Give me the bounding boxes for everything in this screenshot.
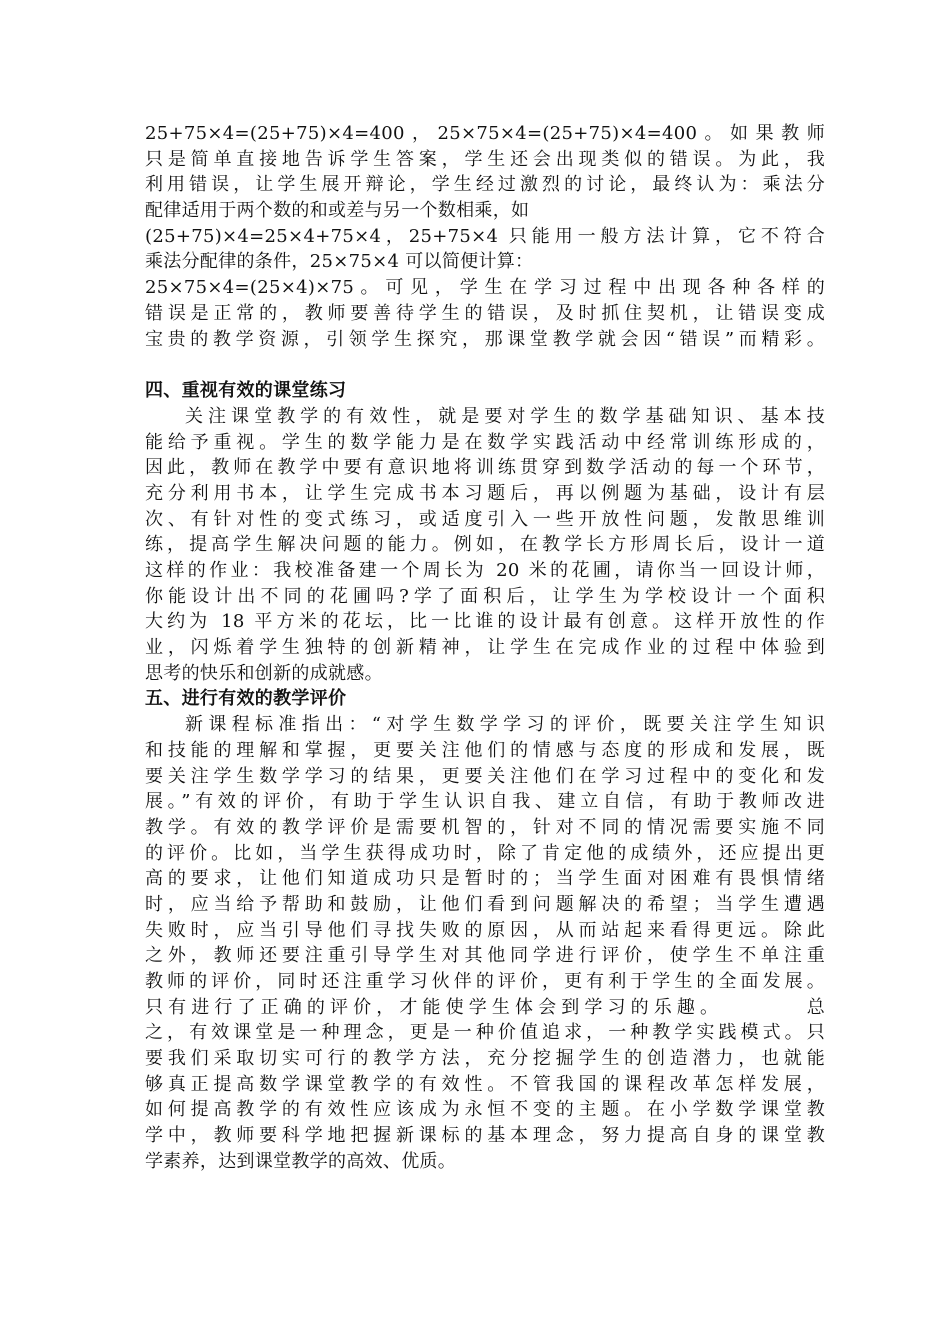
paragraph-gap bbox=[145, 352, 825, 378]
text-line: 次、有针对性的变式练习，或适度引入一些开放性问题，发散思维训 bbox=[145, 508, 825, 530]
text-line: 25+75×4=(25+75)×4=400，25×75×4=(25+75)×4=400。如果教师 bbox=[145, 123, 825, 144]
section4-paragraph bbox=[145, 404, 825, 687]
text-line: 乘法分配律的条件，25×75×4 可以简便计算： bbox=[145, 251, 534, 273]
text-line: 业，闪烁着学生独特的创新精神，让学生在完成作业的过程中体验到 bbox=[145, 637, 825, 659]
text-line: 你能设计出不同的花圃吗?学了面积后，让学生为学校设计一个面积 bbox=[145, 585, 825, 607]
text-line: 和技能的理解和掌握，更要关注他们的情感与态度的形成和发展，既 bbox=[145, 739, 825, 761]
text-line: 宝贵的教学资源，引领学生探究，那课堂教学就会因“错误”而精彩。 bbox=[145, 328, 825, 350]
text-line: 关注课堂教学的有效性，就是要对学生的数学基础知识、基本技 bbox=[185, 405, 825, 427]
text-line: 新课程标准指出：“对学生数学学习的评价，既要关注学生知识 bbox=[185, 714, 825, 736]
text-line: 失败时，应当引导他们寻找失败的原因，从而站起来看得更远。除此 bbox=[145, 919, 825, 941]
text-line: 够真正提高数学课堂教学的有效性。不管我国的课程改革怎样发展， bbox=[145, 1073, 825, 1095]
text-line: 学素养，达到课堂教学的高效、优质。 bbox=[145, 1150, 457, 1172]
section5-paragraph bbox=[145, 712, 825, 1174]
text-line: 之外，教师还要注重引导学生对其他同学进行评价，使学生不单注重 bbox=[145, 945, 825, 967]
text-line: 教学。有效的教学评价是需要机智的，针对不同的情况需要实施不同 bbox=[145, 816, 825, 838]
section5-heading: 五、进行有效的教学评价 bbox=[145, 688, 347, 710]
text-line: 时，应当给予帮助和鼓励，让他们看到问题解决的希望；当学生遭遇 bbox=[145, 893, 825, 915]
section4-heading: 四、重视有效的课堂练习 bbox=[145, 380, 347, 402]
text-line: 只是简单直接地告诉学生答案，学生还会出现类似的错误。为此，我 bbox=[145, 148, 825, 170]
text-line: 大约为 18 平方米的花坛，比一比谁的设计最有创意。这样开放性的作 bbox=[145, 611, 825, 633]
text-line: 充分利用书本，让学生完成书本习题后，再以例题为基础，设计有层 bbox=[145, 482, 825, 504]
text-line: 能给予重视。学生的数学能力是在数学实践活动中经常训练形成的， bbox=[145, 431, 825, 453]
text-line: 之，有效课堂是一种理念，更是一种价值追求，一种教学实践模式。只 bbox=[145, 1022, 825, 1044]
text-line: 学中，教师要科学地把握新课标的基本理念，努力提高自身的课堂教 bbox=[145, 1125, 825, 1147]
text-line: 思考的快乐和创新的成就感。 bbox=[145, 662, 383, 684]
section3-tail-paragraph bbox=[145, 121, 825, 352]
text-line: 要关注学生数学学习的结果，更要关注他们在学习过程中的变化和发 bbox=[145, 765, 825, 787]
text-line: 错误是正常的，教师要善待学生的错误，及时抓住契机，让错误变成 bbox=[145, 302, 825, 324]
text-line: 展。”有效的评价，有助于学生认识自我、建立自信，有助于教师改进 bbox=[145, 791, 825, 813]
text-line: (25+75)×4=25×4+75×4，25+75×4 只能用一般方法计算，它不符合 bbox=[145, 225, 825, 247]
text-line: 教师的评价，同时还注重学习伙伴的评价，更有利于学生的全面发展。 bbox=[145, 971, 825, 992]
text-line: 25×75×4=(25×4)×75。可见，学生在学习过程中出现各种各样的 bbox=[145, 277, 825, 299]
document-page bbox=[145, 121, 825, 1175]
text-line: 练，提高学生解决问题的能力。例如，在教学长方形周长后，设计一道 bbox=[145, 534, 825, 556]
text-line: 这样的作业：我校准备建一个周长为 20 米的花圃，请你当一回设计师， bbox=[145, 560, 825, 581]
text-line: 只有进行了正确的评价，才能使学生体会到学习的乐趣。 总 bbox=[145, 996, 825, 1018]
text-line: 高的要求，让他们知道成功只是暂时的；当学生面对困难有畏惧情绪 bbox=[145, 868, 825, 890]
text-line: 配律适用于两个数的和或差与另一个数相乘，如 bbox=[145, 200, 530, 222]
text-line: 因此，教师在教学中要有意识地将训练贯穿到数学活动的每一个环节， bbox=[145, 457, 825, 479]
text-line: 要我们采取切实可行的教学方法，充分挖掘学生的创造潜力，也就能 bbox=[145, 1048, 825, 1070]
text-line: 利用错误，让学生展开辩论，学生经过激烈的讨论，最终认为：乘法分 bbox=[145, 174, 825, 196]
text-line: 如何提高教学的有效性应该成为永恒不变的主题。在小学数学课堂教 bbox=[145, 1099, 825, 1121]
text-line: 的评价。比如，当学生获得成功时，除了肯定他的成绩外，还应提出更 bbox=[145, 842, 825, 864]
